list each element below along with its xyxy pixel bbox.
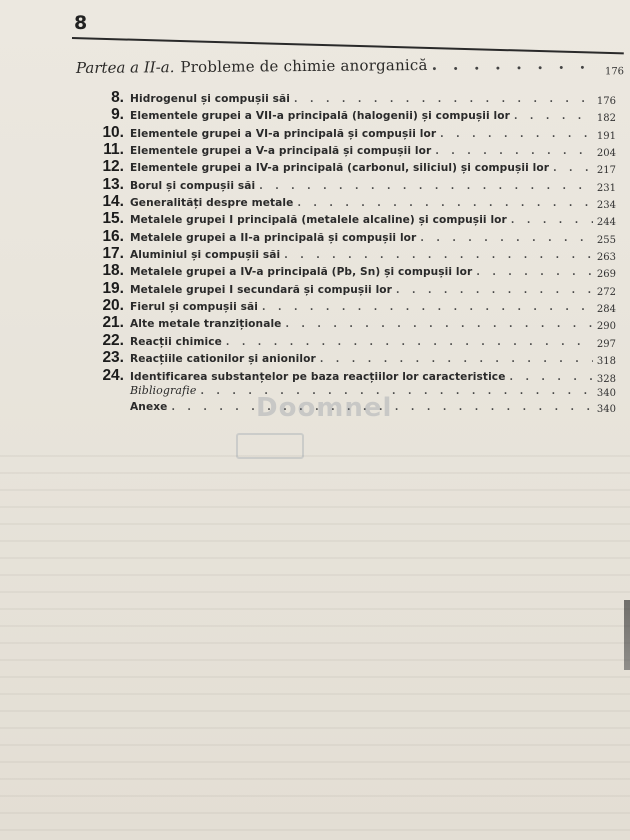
toc-entry: [80, 349, 616, 366]
toc-entry: [80, 367, 616, 384]
dot-leader: [514, 111, 593, 122]
chapter-number: 24.: [102, 366, 124, 384]
toc-entry: [80, 89, 616, 106]
dot-leader: [200, 386, 592, 397]
dot-leader: [285, 319, 592, 330]
chapter-title: Reacții chimice: [130, 335, 222, 348]
toc-entry: [80, 332, 616, 349]
toc-entry: [80, 280, 616, 297]
chapter-number: 11.: [103, 141, 124, 159]
toc-entry: [80, 176, 616, 193]
chapter-title: Generalități despre metale: [130, 197, 294, 210]
dot-leader: [511, 215, 593, 226]
chapter-title: Elementele grupei a VI-a principală și compușii lor: [130, 127, 437, 140]
chapter-title: Borul și compușii săi: [130, 179, 256, 192]
chapter-title: Elementele grupei a IV-a principală (carbonul, siliciul) și compușii lor: [130, 162, 550, 175]
page-number: 244: [596, 217, 616, 229]
toc-entry: [80, 314, 616, 331]
page-edge-shadow: [624, 600, 630, 670]
dot-leader: [262, 302, 593, 313]
chapter-title: Metalele grupei a IV-a principală (Pb, Sn) și compușii lor: [130, 266, 473, 279]
chapter-title: Identificarea substanțelor pe baza reacțiilor lor caracteristice: [130, 370, 506, 383]
chapter-title: Aluminiul și compușii săi: [130, 249, 281, 262]
chapter-number: 18.: [102, 262, 124, 280]
chapter-number: 9.: [111, 106, 124, 124]
chapter-number: 20.: [102, 297, 124, 315]
dot-leader: [440, 129, 593, 140]
dot-leader: [553, 163, 593, 174]
chapter-title: Metalele grupei I principală (metalele alcaline) și compușii lor: [130, 214, 507, 227]
dot-leader: [432, 53, 601, 73]
toc-entry: [80, 297, 616, 314]
toc-entry: [80, 158, 616, 175]
toc-entry: [80, 262, 616, 279]
chapter-number: 17.: [102, 245, 124, 263]
page-number: 290: [596, 321, 616, 333]
dot-leader: [509, 372, 592, 383]
toc-entry: [80, 210, 616, 227]
toc-entry: [80, 124, 616, 141]
chapter-number: 10.: [102, 123, 124, 141]
chapter-title: Hidrogenul și compușii săi: [130, 93, 291, 105]
dot-leader: [420, 233, 593, 244]
dot-leader: [226, 337, 593, 348]
toc-entry: [80, 141, 616, 158]
page-number: 255: [596, 234, 616, 246]
chapter-number: 23.: [102, 349, 124, 367]
page-number: 328: [596, 373, 616, 385]
chapter-title: Reacțiile cationilor și anionilor: [130, 353, 316, 366]
watermark-text: Doomnel: [256, 393, 393, 423]
toc-entry: [80, 106, 616, 123]
part-title: Probleme de chimie anorganică: [180, 55, 428, 77]
toc-entry: [80, 384, 616, 401]
chapter-title: Elementele grupei a V-a principală și compușii lor: [130, 145, 432, 158]
page-number: 182: [596, 113, 616, 125]
page-number: 234: [596, 200, 616, 212]
chapter-title: Bibliografie: [130, 383, 197, 397]
chapter-title: Fierul și compușii săi: [130, 301, 259, 314]
chapter-number: 14.: [102, 193, 124, 211]
dot-leader: [294, 94, 593, 105]
page-number: 231: [596, 182, 616, 194]
page-number: 263: [596, 252, 616, 264]
toc-entry: [80, 245, 616, 262]
dot-leader: [171, 402, 592, 413]
dot-leader: [284, 250, 593, 261]
chapter-number: 13.: [102, 175, 124, 193]
chapter-title: Metalele grupei I secundară și compușii lor: [130, 283, 393, 296]
chapter-number: 15.: [102, 210, 124, 228]
toc-entry: [80, 193, 616, 210]
chapter-title: Alte metale tranziționale: [130, 318, 282, 331]
chapter-number: 22.: [102, 331, 124, 349]
page-number: 176: [596, 96, 616, 107]
page-number: 204: [596, 148, 616, 160]
chapter-number: 8.: [111, 89, 124, 106]
part-label: Partea a II-a.: [75, 58, 175, 77]
part-heading: [76, 53, 624, 84]
bleed-through-texture: [0, 440, 630, 840]
dot-leader: [396, 285, 593, 296]
table-of-contents: [80, 89, 616, 419]
page-number: 340: [596, 387, 616, 399]
chapter-number: 16.: [102, 227, 124, 245]
page-number: 297: [596, 338, 616, 350]
chapter-number: 19.: [102, 279, 124, 297]
page-number: 340: [596, 404, 616, 416]
dot-leader: [259, 181, 593, 192]
chapter-title: Elementele grupei a VII-a principală (halogenii) și compușii lor: [130, 110, 510, 123]
chapter-title: Metalele grupei a II-a principală și compușii lor: [130, 231, 417, 244]
chapter-number: 12.: [102, 158, 124, 176]
part-page-number: 176: [604, 66, 625, 78]
dot-leader: [320, 354, 593, 365]
page-number: 318: [596, 356, 616, 368]
dot-leader: [435, 146, 593, 157]
page-number: 191: [596, 130, 616, 142]
page-number: 272: [596, 286, 616, 298]
page-number: 217: [596, 165, 616, 177]
toc-entry: [80, 401, 616, 418]
dot-leader: [297, 198, 592, 209]
watermark-frame: [236, 433, 304, 459]
toc-entry: [80, 228, 616, 245]
chapter-title: Anexe: [130, 401, 168, 414]
page-number: 284: [596, 304, 616, 316]
page-number: 8: [74, 12, 88, 34]
page-number: 269: [596, 269, 616, 281]
dot-leader: [476, 267, 593, 278]
header-rule: [72, 37, 624, 54]
chapter-number: 21.: [102, 314, 124, 332]
